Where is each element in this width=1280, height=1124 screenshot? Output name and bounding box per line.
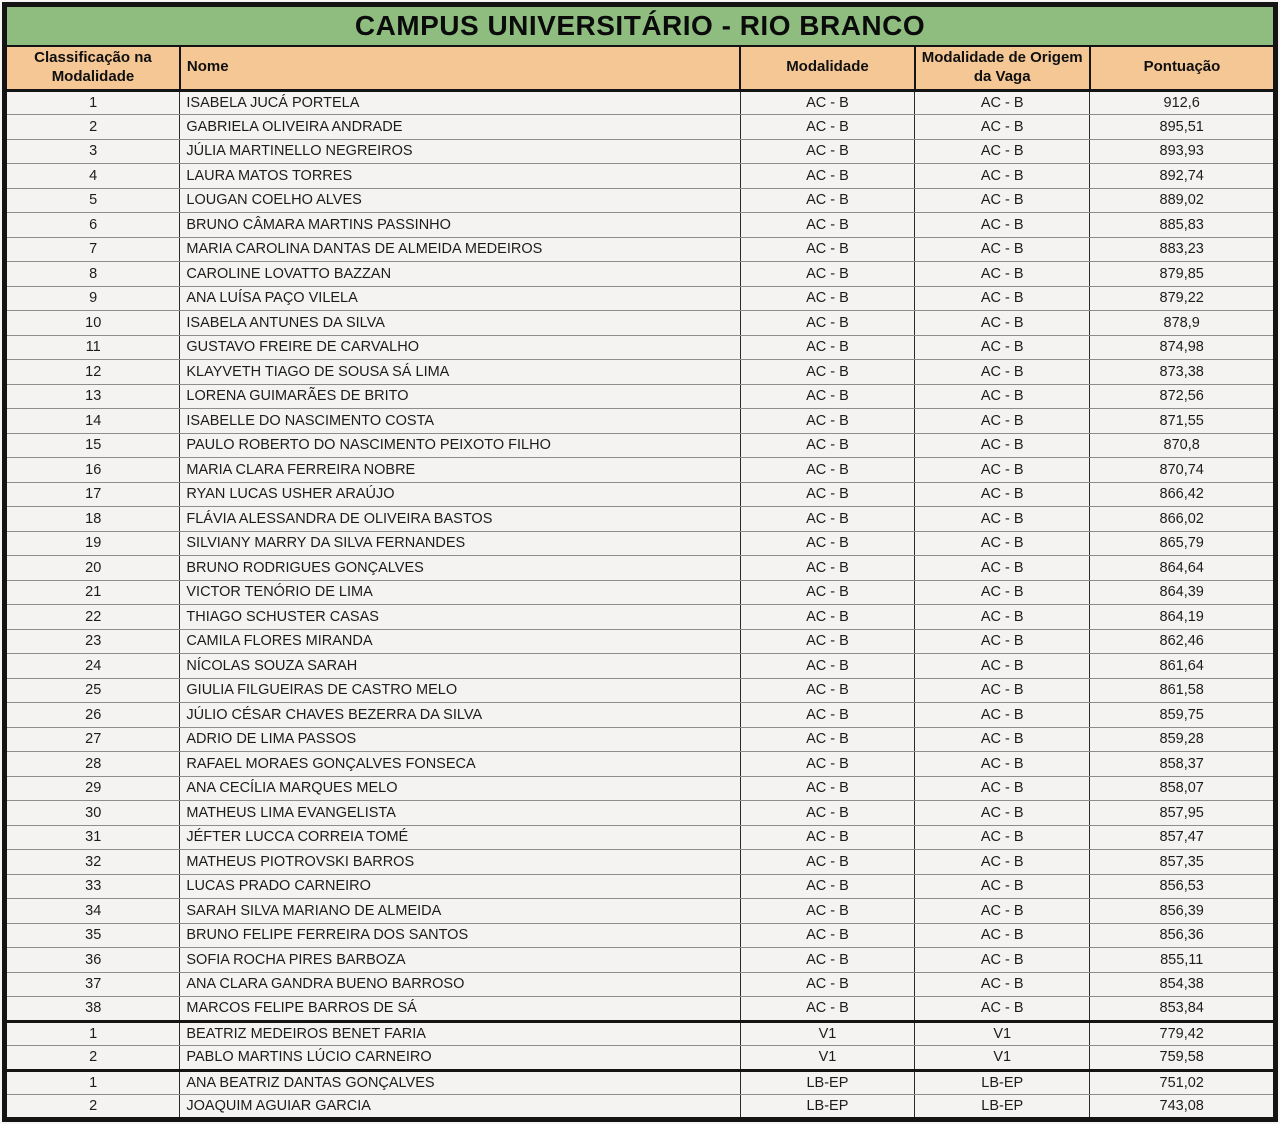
classificacao-cell: 32 bbox=[5, 850, 180, 875]
table-row bbox=[5, 262, 1276, 287]
classification-table bbox=[2, 2, 1278, 1122]
modalidade-cell: V1 bbox=[740, 1046, 914, 1071]
col-header-nome: Nome bbox=[180, 46, 741, 90]
pontuacao-cell: 870,8 bbox=[1090, 433, 1276, 458]
col-header-pontuacao: Pontuação bbox=[1090, 46, 1276, 90]
pontuacao-cell: 871,55 bbox=[1090, 409, 1276, 434]
modalidade-cell: AC - B bbox=[740, 801, 914, 826]
pontuacao-cell: 858,07 bbox=[1090, 776, 1276, 801]
pontuacao-cell: 879,85 bbox=[1090, 262, 1276, 287]
modalidade-origem-cell: AC - B bbox=[915, 801, 1090, 826]
nome-cell: LAURA MATOS TORRES bbox=[180, 164, 741, 189]
table-row bbox=[5, 752, 1276, 777]
pontuacao-cell: 856,36 bbox=[1090, 923, 1276, 948]
modalidade-origem-cell: AC - B bbox=[915, 311, 1090, 336]
column-header-row bbox=[5, 46, 1276, 90]
nome-cell: LOUGAN COELHO ALVES bbox=[180, 188, 741, 213]
nome-cell: MARIA CLARA FERREIRA NOBRE bbox=[180, 458, 741, 483]
pontuacao-cell: 857,95 bbox=[1090, 801, 1276, 826]
modalidade-cell: AC - B bbox=[740, 580, 914, 605]
classificacao-cell: 30 bbox=[5, 801, 180, 826]
nome-cell: GABRIELA OLIVEIRA ANDRADE bbox=[180, 115, 741, 140]
modalidade-origem-cell: AC - B bbox=[915, 556, 1090, 581]
pontuacao-cell: 883,23 bbox=[1090, 237, 1276, 262]
table-row bbox=[5, 213, 1276, 238]
modalidade-origem-cell: AC - B bbox=[915, 850, 1090, 875]
modalidade-cell: AC - B bbox=[740, 458, 914, 483]
pontuacao-cell: 864,19 bbox=[1090, 605, 1276, 630]
table-row bbox=[5, 997, 1276, 1022]
nome-cell: MATHEUS PIOTROVSKI BARROS bbox=[180, 850, 741, 875]
modalidade-origem-cell: AC - B bbox=[915, 727, 1090, 752]
table-row bbox=[5, 776, 1276, 801]
table-row bbox=[5, 556, 1276, 581]
modalidade-origem-cell: AC - B bbox=[915, 654, 1090, 679]
pontuacao-cell: 874,98 bbox=[1090, 335, 1276, 360]
classificacao-cell: 27 bbox=[5, 727, 180, 752]
modalidade-cell: AC - B bbox=[740, 188, 914, 213]
nome-cell: ISABELA ANTUNES DA SILVA bbox=[180, 311, 741, 336]
nome-cell: JÚLIA MARTINELLO NEGREIROS bbox=[180, 139, 741, 164]
classificacao-cell: 1 bbox=[5, 1070, 180, 1095]
modalidade-cell: AC - B bbox=[740, 654, 914, 679]
modalidade-origem-cell: AC - B bbox=[915, 482, 1090, 507]
modalidade-origem-cell: AC - B bbox=[915, 384, 1090, 409]
modalidade-origem-cell: AC - B bbox=[915, 825, 1090, 850]
table-row bbox=[5, 531, 1276, 556]
modalidade-origem-cell: V1 bbox=[915, 1021, 1090, 1046]
classificacao-cell: 21 bbox=[5, 580, 180, 605]
modalidade-cell: AC - B bbox=[740, 262, 914, 287]
modalidade-cell: AC - B bbox=[740, 507, 914, 532]
modalidade-cell: AC - B bbox=[740, 874, 914, 899]
table-row bbox=[5, 703, 1276, 728]
modalidade-origem-cell: AC - B bbox=[915, 360, 1090, 385]
modalidade-cell: AC - B bbox=[740, 115, 914, 140]
table-row bbox=[5, 923, 1276, 948]
table-row bbox=[5, 580, 1276, 605]
nome-cell: CAMILA FLORES MIRANDA bbox=[180, 629, 741, 654]
modalidade-cell: AC - B bbox=[740, 90, 914, 115]
nome-cell: ANA CECÍLIA MARQUES MELO bbox=[180, 776, 741, 801]
classificacao-cell: 7 bbox=[5, 237, 180, 262]
classificacao-cell: 6 bbox=[5, 213, 180, 238]
modalidade-origem-cell: AC - B bbox=[915, 409, 1090, 434]
nome-cell: JOAQUIM AGUIAR GARCIA bbox=[180, 1095, 741, 1120]
pontuacao-cell: 779,42 bbox=[1090, 1021, 1276, 1046]
table-row bbox=[5, 1070, 1276, 1095]
table-row bbox=[5, 164, 1276, 189]
table-row bbox=[5, 115, 1276, 140]
classificacao-cell: 11 bbox=[5, 335, 180, 360]
nome-cell: SILVIANY MARRY DA SILVA FERNANDES bbox=[180, 531, 741, 556]
classificacao-cell: 19 bbox=[5, 531, 180, 556]
nome-cell: RAFAEL MORAES GONÇALVES FONSECA bbox=[180, 752, 741, 777]
pontuacao-cell: 861,58 bbox=[1090, 678, 1276, 703]
modalidade-origem-cell: AC - B bbox=[915, 972, 1090, 997]
classificacao-cell: 15 bbox=[5, 433, 180, 458]
classificacao-cell: 5 bbox=[5, 188, 180, 213]
nome-cell: BRUNO FELIPE FERREIRA DOS SANTOS bbox=[180, 923, 741, 948]
table-row bbox=[5, 605, 1276, 630]
pontuacao-cell: 866,42 bbox=[1090, 482, 1276, 507]
nome-cell: ANA LUÍSA PAÇO VILELA bbox=[180, 286, 741, 311]
pontuacao-cell: 861,64 bbox=[1090, 654, 1276, 679]
classificacao-cell: 2 bbox=[5, 1046, 180, 1071]
classificacao-cell: 18 bbox=[5, 507, 180, 532]
table-row bbox=[5, 139, 1276, 164]
nome-cell: GIULIA FILGUEIRAS DE CASTRO MELO bbox=[180, 678, 741, 703]
modalidade-cell: AC - B bbox=[740, 972, 914, 997]
modalidade-cell: AC - B bbox=[740, 384, 914, 409]
classificacao-cell: 35 bbox=[5, 923, 180, 948]
nome-cell: LUCAS PRADO CARNEIRO bbox=[180, 874, 741, 899]
modalidade-cell: AC - B bbox=[740, 237, 914, 262]
table-row bbox=[5, 629, 1276, 654]
pontuacao-cell: 885,83 bbox=[1090, 213, 1276, 238]
classificacao-cell: 36 bbox=[5, 948, 180, 973]
classificacao-cell: 22 bbox=[5, 605, 180, 630]
nome-cell: BEATRIZ MEDEIROS BENET FARIA bbox=[180, 1021, 741, 1046]
col-header-modalidade: Modalidade bbox=[740, 46, 914, 90]
pontuacao-cell: 866,02 bbox=[1090, 507, 1276, 532]
table-row bbox=[5, 482, 1276, 507]
classificacao-cell: 2 bbox=[5, 115, 180, 140]
nome-cell: BRUNO CÂMARA MARTINS PASSINHO bbox=[180, 213, 741, 238]
col-header-classificacao: Classificação na Modalidade bbox=[5, 46, 180, 90]
table-row bbox=[5, 507, 1276, 532]
pontuacao-cell: 859,75 bbox=[1090, 703, 1276, 728]
modalidade-cell: AC - B bbox=[740, 948, 914, 973]
modalidade-origem-cell: AC - B bbox=[915, 752, 1090, 777]
page-title: CAMPUS UNIVERSITÁRIO - RIO BRANCO bbox=[5, 5, 1276, 47]
modalidade-origem-cell: AC - B bbox=[915, 899, 1090, 924]
table-row bbox=[5, 90, 1276, 115]
classificacao-cell: 16 bbox=[5, 458, 180, 483]
nome-cell: MARIA CAROLINA DANTAS DE ALMEIDA MEDEIROS bbox=[180, 237, 741, 262]
table-row bbox=[5, 899, 1276, 924]
pontuacao-cell: 859,28 bbox=[1090, 727, 1276, 752]
classificacao-cell: 38 bbox=[5, 997, 180, 1022]
nome-cell: THIAGO SCHUSTER CASAS bbox=[180, 605, 741, 630]
modalidade-origem-cell: AC - B bbox=[915, 948, 1090, 973]
pontuacao-cell: 873,38 bbox=[1090, 360, 1276, 385]
modalidade-origem-cell: AC - B bbox=[915, 605, 1090, 630]
pontuacao-cell: 858,37 bbox=[1090, 752, 1276, 777]
modalidade-origem-cell: AC - B bbox=[915, 213, 1090, 238]
modalidade-cell: AC - B bbox=[740, 997, 914, 1022]
modalidade-origem-cell: AC - B bbox=[915, 678, 1090, 703]
classificacao-cell: 24 bbox=[5, 654, 180, 679]
nome-cell: ADRIO DE LIMA PASSOS bbox=[180, 727, 741, 752]
modalidade-origem-cell: AC - B bbox=[915, 237, 1090, 262]
pontuacao-cell: 893,93 bbox=[1090, 139, 1276, 164]
pontuacao-cell: 870,74 bbox=[1090, 458, 1276, 483]
table-row bbox=[5, 727, 1276, 752]
classificacao-cell: 17 bbox=[5, 482, 180, 507]
table-row bbox=[5, 1021, 1276, 1046]
table-row bbox=[5, 360, 1276, 385]
modalidade-cell: AC - B bbox=[740, 776, 914, 801]
modalidade-cell: AC - B bbox=[740, 556, 914, 581]
modalidade-cell: AC - B bbox=[740, 703, 914, 728]
pontuacao-cell: 862,46 bbox=[1090, 629, 1276, 654]
modalidade-origem-cell: AC - B bbox=[915, 776, 1090, 801]
modalidade-cell: AC - B bbox=[740, 605, 914, 630]
modalidade-origem-cell: AC - B bbox=[915, 164, 1090, 189]
table-row bbox=[5, 972, 1276, 997]
title-row bbox=[5, 5, 1276, 47]
modalidade-cell: LB-EP bbox=[740, 1095, 914, 1120]
table-row bbox=[5, 433, 1276, 458]
pontuacao-cell: 853,84 bbox=[1090, 997, 1276, 1022]
classificacao-cell: 26 bbox=[5, 703, 180, 728]
classificacao-cell: 25 bbox=[5, 678, 180, 703]
table-row bbox=[5, 311, 1276, 336]
table-row bbox=[5, 1046, 1276, 1071]
modalidade-cell: LB-EP bbox=[740, 1070, 914, 1095]
modalidade-origem-cell: AC - B bbox=[915, 286, 1090, 311]
modalidade-cell: AC - B bbox=[740, 850, 914, 875]
nome-cell: JÚLIO CÉSAR CHAVES BEZERRA DA SILVA bbox=[180, 703, 741, 728]
pontuacao-cell: 856,39 bbox=[1090, 899, 1276, 924]
modalidade-cell: AC - B bbox=[740, 213, 914, 238]
modalidade-cell: AC - B bbox=[740, 164, 914, 189]
nome-cell: NÍCOLAS SOUZA SARAH bbox=[180, 654, 741, 679]
modalidade-origem-cell: AC - B bbox=[915, 433, 1090, 458]
nome-cell: ISABELA JUCÁ PORTELA bbox=[180, 90, 741, 115]
table-row bbox=[5, 801, 1276, 826]
nome-cell: MARCOS FELIPE BARROS DE SÁ bbox=[180, 997, 741, 1022]
modalidade-cell: AC - B bbox=[740, 139, 914, 164]
modalidade-cell: AC - B bbox=[740, 311, 914, 336]
col-header-modalidade-origem: Modalidade de Origem da Vaga bbox=[915, 46, 1090, 90]
classificacao-cell: 13 bbox=[5, 384, 180, 409]
modalidade-origem-cell: AC - B bbox=[915, 115, 1090, 140]
nome-cell: PABLO MARTINS LÚCIO CARNEIRO bbox=[180, 1046, 741, 1071]
pontuacao-cell: 879,22 bbox=[1090, 286, 1276, 311]
modalidade-origem-cell: AC - B bbox=[915, 507, 1090, 532]
nome-cell: PAULO ROBERTO DO NASCIMENTO PEIXOTO FILHO bbox=[180, 433, 741, 458]
classificacao-cell: 20 bbox=[5, 556, 180, 581]
modalidade-cell: AC - B bbox=[740, 752, 914, 777]
results-table-body bbox=[5, 90, 1276, 1120]
modalidade-origem-cell: AC - B bbox=[915, 923, 1090, 948]
modalidade-cell: AC - B bbox=[740, 531, 914, 556]
nome-cell: JÉFTER LUCCA CORREIA TOMÉ bbox=[180, 825, 741, 850]
pontuacao-cell: 759,58 bbox=[1090, 1046, 1276, 1071]
modalidade-cell: V1 bbox=[740, 1021, 914, 1046]
classificacao-cell: 4 bbox=[5, 164, 180, 189]
table-row bbox=[5, 335, 1276, 360]
pontuacao-cell: 751,02 bbox=[1090, 1070, 1276, 1095]
table-row bbox=[5, 948, 1276, 973]
classificacao-cell: 34 bbox=[5, 899, 180, 924]
modalidade-cell: AC - B bbox=[740, 433, 914, 458]
pontuacao-cell: 878,9 bbox=[1090, 311, 1276, 336]
nome-cell: MATHEUS LIMA EVANGELISTA bbox=[180, 801, 741, 826]
table-row bbox=[5, 825, 1276, 850]
table-row bbox=[5, 409, 1276, 434]
table-row bbox=[5, 678, 1276, 703]
nome-cell: FLÁVIA ALESSANDRA DE OLIVEIRA BASTOS bbox=[180, 507, 741, 532]
modalidade-cell: AC - B bbox=[740, 923, 914, 948]
table-row bbox=[5, 188, 1276, 213]
classificacao-cell: 33 bbox=[5, 874, 180, 899]
nome-cell: SOFIA ROCHA PIRES BARBOZA bbox=[180, 948, 741, 973]
classificacao-cell: 23 bbox=[5, 629, 180, 654]
nome-cell: ISABELLE DO NASCIMENTO COSTA bbox=[180, 409, 741, 434]
modalidade-cell: AC - B bbox=[740, 482, 914, 507]
pontuacao-cell: 857,47 bbox=[1090, 825, 1276, 850]
table-row bbox=[5, 850, 1276, 875]
table-row bbox=[5, 1095, 1276, 1120]
table-row bbox=[5, 237, 1276, 262]
pontuacao-cell: 865,79 bbox=[1090, 531, 1276, 556]
modalidade-cell: AC - B bbox=[740, 409, 914, 434]
classificacao-cell: 10 bbox=[5, 311, 180, 336]
pontuacao-cell: 912,6 bbox=[1090, 90, 1276, 115]
pontuacao-cell: 857,35 bbox=[1090, 850, 1276, 875]
modalidade-origem-cell: AC - B bbox=[915, 188, 1090, 213]
modalidade-cell: AC - B bbox=[740, 678, 914, 703]
classificacao-cell: 8 bbox=[5, 262, 180, 287]
table-row bbox=[5, 874, 1276, 899]
modalidade-origem-cell: AC - B bbox=[915, 580, 1090, 605]
modalidade-origem-cell: AC - B bbox=[915, 703, 1090, 728]
pontuacao-cell: 889,02 bbox=[1090, 188, 1276, 213]
pontuacao-cell: 856,53 bbox=[1090, 874, 1276, 899]
pontuacao-cell: 895,51 bbox=[1090, 115, 1276, 140]
nome-cell: RYAN LUCAS USHER ARAÚJO bbox=[180, 482, 741, 507]
modalidade-cell: AC - B bbox=[740, 629, 914, 654]
modalidade-cell: AC - B bbox=[740, 286, 914, 311]
pontuacao-cell: 854,38 bbox=[1090, 972, 1276, 997]
nome-cell: LORENA GUIMARÃES DE BRITO bbox=[180, 384, 741, 409]
modalidade-origem-cell: AC - B bbox=[915, 531, 1090, 556]
modalidade-origem-cell: AC - B bbox=[915, 335, 1090, 360]
nome-cell: SARAH SILVA MARIANO DE ALMEIDA bbox=[180, 899, 741, 924]
pontuacao-cell: 872,56 bbox=[1090, 384, 1276, 409]
modalidade-origem-cell: LB-EP bbox=[915, 1070, 1090, 1095]
pontuacao-cell: 864,39 bbox=[1090, 580, 1276, 605]
nome-cell: KLAYVETH TIAGO DE SOUSA SÁ LIMA bbox=[180, 360, 741, 385]
classificacao-cell: 2 bbox=[5, 1095, 180, 1120]
table-row bbox=[5, 458, 1276, 483]
classificacao-cell: 28 bbox=[5, 752, 180, 777]
modalidade-origem-cell: AC - B bbox=[915, 997, 1090, 1022]
modalidade-origem-cell: LB-EP bbox=[915, 1095, 1090, 1120]
modalidade-origem-cell: V1 bbox=[915, 1046, 1090, 1071]
modalidade-origem-cell: AC - B bbox=[915, 874, 1090, 899]
nome-cell: VICTOR TENÓRIO DE LIMA bbox=[180, 580, 741, 605]
modalidade-origem-cell: AC - B bbox=[915, 458, 1090, 483]
classificacao-cell: 9 bbox=[5, 286, 180, 311]
table-row bbox=[5, 286, 1276, 311]
pontuacao-cell: 892,74 bbox=[1090, 164, 1276, 189]
table-row bbox=[5, 654, 1276, 679]
classificacao-cell: 1 bbox=[5, 1021, 180, 1046]
modalidade-origem-cell: AC - B bbox=[915, 262, 1090, 287]
modalidade-origem-cell: AC - B bbox=[915, 139, 1090, 164]
pontuacao-cell: 743,08 bbox=[1090, 1095, 1276, 1120]
classificacao-cell: 37 bbox=[5, 972, 180, 997]
modalidade-origem-cell: AC - B bbox=[915, 629, 1090, 654]
nome-cell: ANA CLARA GANDRA BUENO BARROSO bbox=[180, 972, 741, 997]
table-row bbox=[5, 384, 1276, 409]
classificacao-cell: 31 bbox=[5, 825, 180, 850]
classificacao-cell: 29 bbox=[5, 776, 180, 801]
modalidade-cell: AC - B bbox=[740, 335, 914, 360]
pontuacao-cell: 864,64 bbox=[1090, 556, 1276, 581]
modalidade-cell: AC - B bbox=[740, 727, 914, 752]
pontuacao-cell: 855,11 bbox=[1090, 948, 1276, 973]
nome-cell: CAROLINE LOVATTO BAZZAN bbox=[180, 262, 741, 287]
modalidade-cell: AC - B bbox=[740, 825, 914, 850]
modalidade-cell: AC - B bbox=[740, 899, 914, 924]
nome-cell: BRUNO RODRIGUES GONÇALVES bbox=[180, 556, 741, 581]
classificacao-cell: 14 bbox=[5, 409, 180, 434]
classificacao-cell: 3 bbox=[5, 139, 180, 164]
modalidade-cell: AC - B bbox=[740, 360, 914, 385]
modalidade-origem-cell: AC - B bbox=[915, 90, 1090, 115]
classificacao-cell: 1 bbox=[5, 90, 180, 115]
classificacao-cell: 12 bbox=[5, 360, 180, 385]
nome-cell: ANA BEATRIZ DANTAS GONÇALVES bbox=[180, 1070, 741, 1095]
nome-cell: GUSTAVO FREIRE DE CARVALHO bbox=[180, 335, 741, 360]
